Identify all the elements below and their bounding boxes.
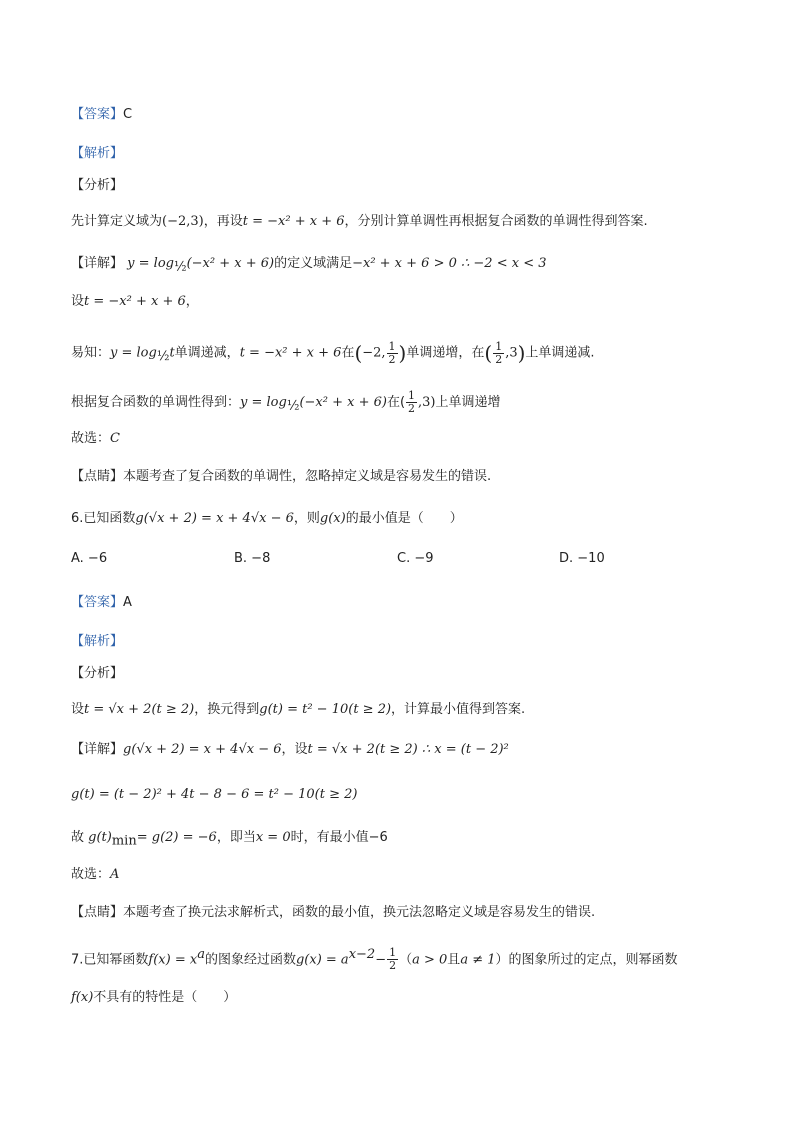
math: ,3)	[418, 395, 436, 410]
text: 易知：	[71, 345, 111, 361]
xiangjie-tag: 【详解】	[71, 742, 124, 757]
text: 在	[341, 345, 355, 361]
fraction: $\frac{1}{2}$	[408, 389, 416, 415]
answer-line-q5	[71, 105, 132, 125]
answer-tag: 【答案】	[71, 595, 124, 610]
text: 的定义域满足	[274, 256, 353, 271]
answer-value: C	[123, 107, 133, 122]
paren: )	[398, 341, 407, 365]
text: ）的图象所过的定点，则幂函数	[495, 952, 678, 968]
math: g(√x + 2) = x + 4√x − 6	[135, 511, 294, 526]
paren: )	[517, 341, 526, 365]
math: t = −x² + x + 6	[239, 345, 342, 361]
text: 且	[447, 952, 461, 968]
fenxi-text	[71, 700, 525, 720]
math: f(x) = x	[148, 952, 198, 968]
math: ½	[173, 259, 187, 275]
math: f(x)	[71, 990, 94, 1005]
gu-line	[71, 828, 388, 852]
text: 设	[71, 702, 85, 717]
dianjing-tag: 【点睛】	[71, 905, 124, 920]
math: −	[375, 952, 387, 968]
math: t = √x + 2(t ≥ 2)	[84, 702, 195, 717]
text: 故选：	[71, 431, 111, 446]
g-line	[71, 785, 357, 805]
gen-line	[71, 390, 501, 420]
text: ，则	[293, 511, 320, 526]
text: ，再设	[203, 214, 243, 229]
paren: (	[354, 341, 363, 365]
text: 时，有最小值−6	[290, 830, 388, 845]
math: −2,	[362, 345, 386, 361]
fenxi-heading: 【分析】	[71, 178, 124, 193]
text: （	[399, 952, 413, 968]
dianjing-tag: 【点睛】	[71, 469, 124, 484]
option-c: C. −9	[397, 551, 434, 566]
text: 的图象经过函数	[204, 952, 296, 968]
text: 单调递增，在	[406, 345, 485, 361]
text: 故选：	[71, 867, 111, 882]
guxuan-line-q5	[71, 429, 120, 449]
text: 的最小值是（ ）	[345, 511, 463, 526]
text: 故	[71, 830, 85, 845]
option-d: D. −10	[559, 551, 605, 566]
text: 7.已知幂函数	[71, 952, 149, 968]
set-line	[71, 292, 199, 312]
math: x = 0	[255, 830, 291, 845]
option-a: A. −6	[71, 551, 108, 566]
math: ,3	[505, 345, 518, 361]
answer-tag: 【答案】	[71, 107, 124, 122]
math: (−x² + x + 6)	[299, 395, 387, 410]
paren: (	[484, 341, 493, 365]
text: ，即当	[216, 830, 256, 845]
math: g(√x + 2) = x + 4√x − 6	[123, 742, 282, 757]
dianjing-line-q6	[71, 903, 595, 923]
fenxi-heading: 【分析】	[71, 666, 124, 681]
math: t = −x² + x + 6	[84, 294, 186, 309]
math: y = log	[110, 345, 157, 361]
math: g(t)	[88, 830, 112, 845]
math: x−2	[348, 947, 376, 962]
xiangjie-line	[71, 740, 509, 760]
xiangjie-tag: 【详解】	[71, 256, 124, 271]
answer-line-q6	[71, 593, 132, 613]
fraction: $\frac{1}{2}$	[495, 339, 503, 366]
text: 设	[71, 294, 85, 309]
text: 单调递减，	[174, 345, 240, 361]
math: a	[197, 947, 205, 962]
text: 不具有的特性是（ ）	[93, 990, 237, 1005]
math: t	[169, 345, 175, 361]
math: = g(2) = −6	[136, 830, 217, 845]
guxuan-line-q6	[71, 865, 119, 885]
text: 根据复合函数的单调性得到：	[71, 395, 241, 410]
math: C	[110, 431, 120, 446]
math: y = log	[127, 256, 174, 271]
math: y = log	[240, 395, 287, 410]
analysis-heading: 【解析】	[71, 146, 124, 161]
fraction: $\frac{1}{2}$	[389, 946, 397, 973]
q7-stem-line2	[71, 988, 236, 1008]
text: ，	[185, 294, 199, 309]
math: g(t) = t² − 10(t ≥ 2)	[259, 702, 392, 717]
math: (−2,3)	[162, 214, 204, 229]
math: A	[110, 867, 120, 882]
fenxi-text	[71, 212, 648, 232]
math: g(x)	[319, 511, 346, 526]
q6-stem	[71, 509, 463, 529]
math: a > 0	[412, 952, 448, 968]
option-b: B. −8	[234, 551, 271, 566]
text: 本题考查了换元法求解析式，函数的最小值，换元法忽略定义域是容易发生的错误.	[123, 905, 596, 920]
dianjing-line-q5	[71, 467, 491, 487]
text: ，计算最小值得到答案.	[391, 702, 526, 717]
yizhi-line	[71, 338, 595, 372]
math: ½	[286, 398, 300, 414]
text: ，分别计算单调性再根据复合函数的单调性得到答案.	[344, 214, 648, 229]
math: (−x² + x + 6)	[186, 256, 275, 271]
text: 上单调递减.	[525, 345, 595, 361]
text: 6.已知函数	[71, 511, 136, 526]
math: min	[111, 833, 137, 849]
math: t = √x + 2(t ≥ 2) ∴ x = (t − 2)²	[307, 742, 509, 757]
math: g(t) = (t − 2)² + 4t − 8 − 6 = t² − 10(t ≥ 2)	[71, 787, 358, 802]
math: t = −x² + x + 6	[242, 214, 345, 229]
text: ，换元得到	[194, 702, 260, 717]
text: 先计算定义域为	[71, 214, 163, 229]
math: g(x) = a	[295, 952, 349, 968]
text: ，设	[281, 742, 308, 757]
fraction: $\frac{1}{2}$	[388, 339, 396, 366]
math: −x² + x + 6 > 0 ∴ −2 < x < 3	[352, 256, 547, 271]
text: 上单调递增	[435, 395, 501, 410]
math: ½	[156, 349, 170, 365]
answer-value: A	[123, 595, 132, 610]
analysis-heading: 【解析】	[71, 634, 124, 649]
text: 本题考查了复合函数的单调性，忽略掉定义域是容易发生的错误.	[123, 469, 492, 484]
math: a ≠ 1	[460, 952, 496, 968]
q7-stem-line1	[71, 940, 678, 975]
text: 在(	[386, 395, 406, 410]
xiangjie-line	[71, 254, 547, 278]
